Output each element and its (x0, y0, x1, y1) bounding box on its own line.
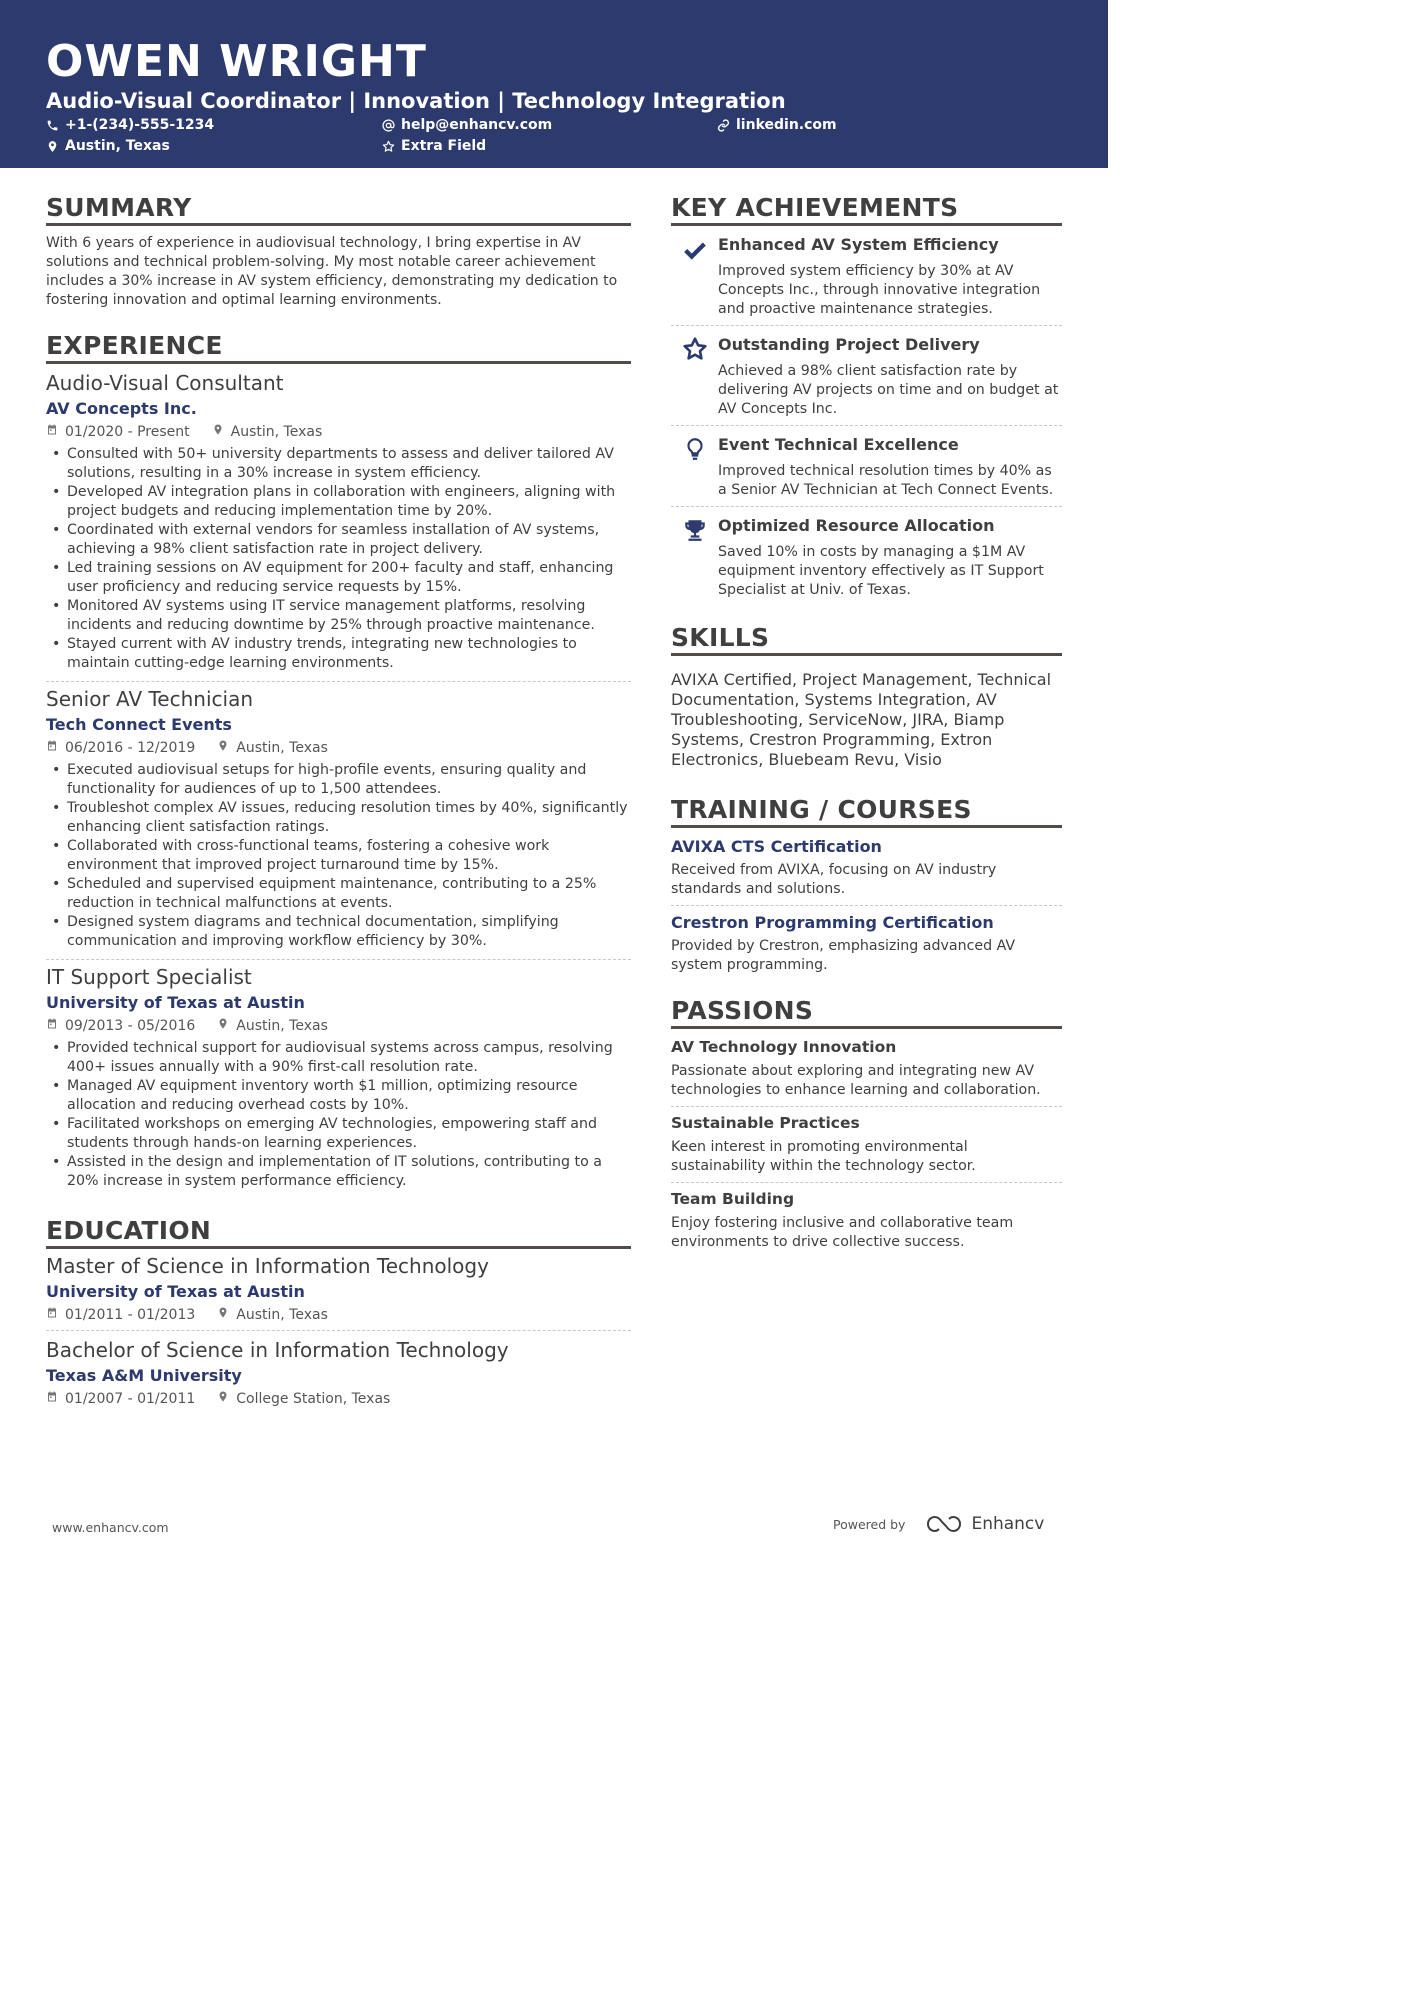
contact-location (46, 137, 170, 155)
course-description: Provided by Crestron, emphasizing advanced AV system programming. (671, 938, 1016, 973)
skills-section (671, 624, 1062, 770)
enhancv-logo[interactable] (925, 1514, 1044, 1534)
passion-description: Passionate about exploring and integrating new AV technologies to enhance learning and collaboration. (671, 1063, 1041, 1098)
passion-title: AV Technology Innovation (671, 1038, 897, 1056)
map-pin-icon (217, 1390, 229, 1408)
achievement-title: Optimized Resource Allocation (718, 516, 995, 535)
calendar-icon (46, 1306, 58, 1324)
left-column (46, 194, 631, 1414)
map-pin-icon (217, 1306, 229, 1324)
bullet-item: • Troubleshot complex AV issues, reducing resolution times by 40%, significantly enhancing client satisfaction ratings. (46, 799, 631, 837)
section-divider (46, 361, 631, 364)
education-entry (46, 1330, 631, 1414)
section-divider (671, 653, 1062, 656)
phone-text: +1-(234)-555-1234 (65, 117, 215, 133)
meta-row (46, 1306, 631, 1324)
calendar-icon (46, 1017, 58, 1035)
bullet-item: • Designed system diagrams and technical documentation, simplifying communication and improving workflow efficiency by 30%. (46, 913, 631, 951)
section-title-achievements: KEY ACHIEVEMENTS (671, 193, 959, 222)
date-text: 01/2007 - 01/2011 (65, 1391, 196, 1407)
achievement-title: Event Technical Excellence (718, 435, 959, 454)
passion-item (671, 1182, 1062, 1258)
map-pin-icon (217, 739, 229, 757)
lightbulb-icon (671, 434, 718, 500)
company-name: AV Concepts Inc. (46, 399, 197, 418)
location (212, 423, 323, 441)
right-column (671, 194, 1062, 1258)
star-outline-icon (382, 140, 395, 153)
bullet-item: • Coordinated with external vendors for seamless installation of AV systems, achieving a 98% client satisfaction rate in project delivery. (46, 521, 631, 559)
achievement-item (671, 226, 1062, 325)
passion-title: Sustainable Practices (671, 1114, 860, 1132)
section-title-training: TRAINING / COURSES (671, 795, 972, 824)
date-range (46, 1390, 195, 1408)
link-icon (717, 119, 730, 132)
course-title: Crestron Programming Certification (671, 913, 994, 932)
achievements-list (671, 226, 1062, 606)
contact-phone[interactable] (46, 116, 214, 134)
date-range (46, 1306, 195, 1324)
extra-field-text: Extra Field (401, 138, 487, 154)
achievement-description: Achieved a 98% client satisfaction rate by delivering AV projects on time and on budget at AV Concepts Inc. (718, 363, 1059, 417)
bullet-item: • Provided technical support for audiovisual systems across campus, resolving 400+ issues annually with a 90% first-call resolution rate. (46, 1039, 631, 1077)
section-divider (46, 223, 631, 226)
achievement-body (718, 434, 1062, 500)
contact-linkedin[interactable] (717, 116, 837, 134)
achievement-item (671, 425, 1062, 506)
section-title-summary: SUMMARY (46, 193, 192, 222)
passion-description: Keen interest in promoting environmental sustainability within the technology sector. (671, 1139, 976, 1174)
bullet-item: • Led training sessions on AV equipment for 200+ faculty and staff, enhancing user proficiency and reducing service requests by 15%. (46, 559, 631, 597)
location-text: College Station, Texas (236, 1391, 391, 1407)
contact-extra (382, 137, 486, 155)
achievement-body (718, 334, 1062, 419)
job-title: IT Support Specialist (46, 965, 252, 989)
candidate-name: OWEN WRIGHT (46, 36, 427, 87)
map-pin-icon (46, 140, 59, 153)
passion-title: Team Building (671, 1190, 795, 1208)
section-divider (671, 1026, 1062, 1029)
linkedin-text: linkedin.com (736, 117, 837, 133)
achievement-title: Outstanding Project Delivery (718, 335, 980, 354)
date-text: 01/2011 - 01/2013 (65, 1307, 196, 1323)
bullet-item: • Collaborated with cross-functional teams, fostering a cohesive work environment that improved project turnaround time by 15%. (46, 837, 631, 875)
training-section (671, 796, 1062, 981)
bullet-item: • Managed AV equipment inventory worth $1 million, optimizing resource allocation and reducing overhead costs by 10%. (46, 1077, 631, 1115)
achievement-bullets (46, 1039, 631, 1191)
meta-row (46, 1017, 631, 1035)
achievement-description: Improved system efficiency by 30% at AV Concepts Inc., through innovative integration and proactive maintenance strategies. (718, 263, 1041, 317)
checkmark-icon (671, 234, 718, 319)
achievement-body (718, 234, 1062, 319)
meta-row (46, 739, 631, 757)
achievement-item (671, 506, 1062, 606)
bullet-item: • Assisted in the design and implementation of IT solutions, contributing to a 20% increase in system performance efficiency. (46, 1153, 631, 1191)
resume-header (0, 0, 1108, 168)
map-pin-icon (212, 423, 224, 441)
candidate-headline: Audio-Visual Coordinator | Innovation | Technology Integration (46, 89, 786, 113)
course-description: Received from AVIXA, focusing on AV industry standards and solutions. (671, 862, 997, 897)
section-title-education: EDUCATION (46, 1216, 212, 1245)
achievement-bullets (46, 761, 631, 951)
achievement-description: Improved technical resolution times by 40% as a Senior AV Technician at Tech Connect Events. (718, 463, 1054, 498)
experience-list (46, 370, 631, 1199)
date-text: 01/2020 - Present (65, 424, 190, 440)
trophy-icon (671, 515, 718, 600)
school-name: Texas A&M University (46, 1366, 242, 1385)
section-divider (671, 825, 1062, 828)
powered-by-text: Powered by (833, 1516, 906, 1532)
map-pin-icon (217, 1017, 229, 1035)
footer-branding (833, 1514, 1044, 1534)
education-entry (46, 1253, 631, 1330)
bullet-item: • Stayed current with AV industry trends, integrating new technologies to maintain cutting-edge learning environments. (46, 635, 631, 673)
calendar-icon (46, 1390, 58, 1408)
meta-row (46, 423, 631, 441)
passion-item (671, 1031, 1062, 1106)
passion-description: Enjoy fostering inclusive and collaborative team environments to drive collective success. (671, 1215, 1014, 1250)
school-name: University of Texas at Austin (46, 1282, 305, 1301)
passion-item (671, 1106, 1062, 1182)
at-sign-icon (382, 119, 395, 132)
course-item (671, 905, 1062, 981)
passions-section (671, 997, 1062, 1258)
contact-email[interactable] (382, 116, 552, 134)
section-title-experience: EXPERIENCE (46, 331, 223, 360)
bullet-item: • Monitored AV systems using IT service management platforms, resolving incidents and reducing downtime by 25% through proactive maintenance. (46, 597, 631, 635)
skills-text: AVIXA Certified, Project Management, Technical Documentation, Systems Integration, AV Troubleshooting, ServiceNow, JIRA, Biamp Systems, Crestron Programming, Extron Electronics, Bluebeam Revu, Visio (671, 670, 1052, 769)
location-text: Austin, Texas (230, 424, 323, 440)
experience-entry (46, 370, 631, 681)
course-title: AVIXA CTS Certification (671, 837, 882, 856)
location (217, 1306, 328, 1324)
phone-icon (46, 119, 59, 132)
footer-website[interactable]: www.enhancv.com (52, 1520, 169, 1535)
training-list (671, 830, 1062, 981)
achievement-title: Enhanced AV System Efficiency (718, 235, 999, 254)
meta-row (46, 1390, 631, 1408)
passions-list (671, 1031, 1062, 1258)
summary-section (46, 194, 631, 310)
date-range (46, 739, 195, 757)
summary-text: With 6 years of experience in audiovisual technology, I bring expertise in AV solutions and technical problem-solving. My most notable career achievement includes a 30% increase in AV system efficiency, demonstrating my dedication to fostering innovation and optimal learning environments. (46, 235, 618, 308)
date-range (46, 1017, 195, 1035)
location-text: Austin, Texas (236, 1307, 328, 1323)
experience-entry (46, 959, 631, 1199)
location-text: Austin, Texas (236, 740, 328, 756)
bullet-item: • Developed AV integration plans in collaboration with engineers, aligning with project budgets and reducing implementation time by 20%. (46, 483, 631, 521)
achievement-item (671, 325, 1062, 425)
location-text: Austin, Texas (65, 138, 170, 154)
calendar-icon (46, 739, 58, 757)
star-icon (671, 334, 718, 419)
achievement-body (718, 515, 1062, 600)
experience-entry (46, 681, 631, 959)
brand-name: Enhancv (971, 1514, 1045, 1534)
bullet-item: • Consulted with 50+ university departments to assess and deliver tailored AV solutions, resulting in a 30% increase in system efficiency. (46, 445, 631, 483)
education-list (46, 1253, 631, 1414)
education-section (46, 1217, 631, 1414)
location-text: Austin, Texas (236, 1018, 328, 1034)
bullet-item: • Scheduled and supervised equipment maintenance, contributing to a 25% reduction in technical malfunctions at events. (46, 875, 631, 913)
section-divider (46, 1246, 631, 1249)
achievement-description: Saved 10% in costs by managing a $1M AV equipment inventory effectively as IT Support Specialist at Univ. of Texas. (718, 544, 1044, 598)
location (217, 1390, 390, 1408)
location (217, 739, 328, 757)
bullet-item: • Executed audiovisual setups for high-profile events, ensuring quality and functionality for audiences of up to 1,500 attendees. (46, 761, 631, 799)
calendar-icon (46, 423, 58, 441)
date-range (46, 423, 190, 441)
achievements-section (671, 194, 1062, 606)
degree-title: Master of Science in Information Technology (46, 1254, 489, 1278)
enhancv-logo-icon (925, 1514, 963, 1534)
company-name: Tech Connect Events (46, 715, 232, 734)
email-text: help@enhancv.com (401, 117, 553, 133)
degree-title: Bachelor of Science in Information Technology (46, 1338, 509, 1362)
section-title-passions: PASSIONS (671, 996, 814, 1025)
experience-section (46, 332, 631, 1199)
company-name: University of Texas at Austin (46, 993, 305, 1012)
bullet-item: • Facilitated workshops on emerging AV technologies, empowering staff and students through hands-on learning experiences. (46, 1115, 631, 1153)
section-title-skills: SKILLS (671, 623, 770, 652)
date-text: 06/2016 - 12/2019 (65, 740, 196, 756)
date-text: 09/2013 - 05/2016 (65, 1018, 196, 1034)
job-title: Senior AV Technician (46, 687, 254, 711)
job-title: Audio-Visual Consultant (46, 371, 284, 395)
course-item (671, 830, 1062, 905)
location (217, 1017, 328, 1035)
achievement-bullets (46, 445, 631, 673)
